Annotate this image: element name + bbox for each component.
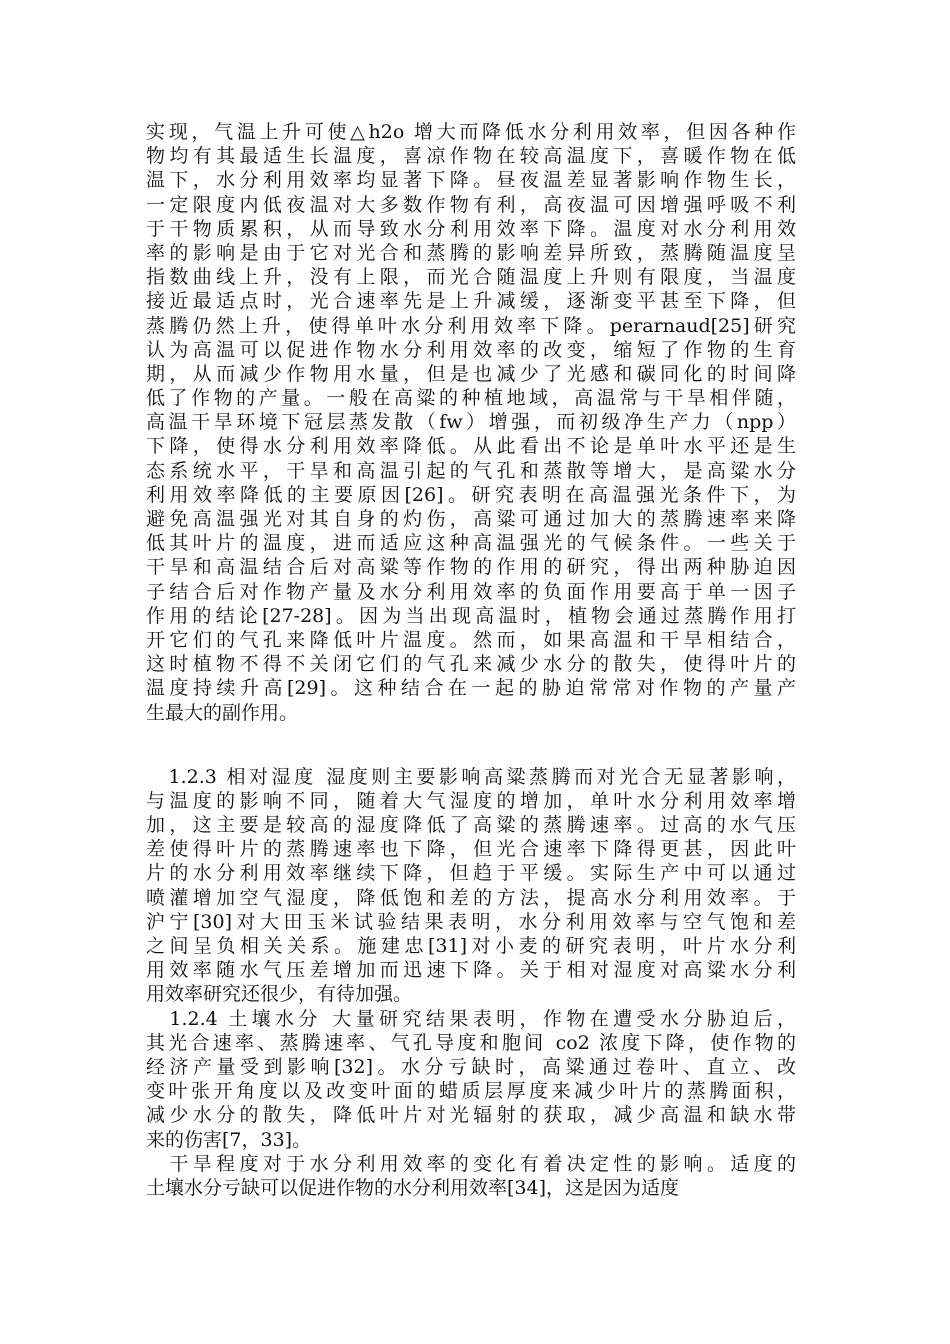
text-line: 子结合后对作物产量及水分利用效率的负面作用要高于单一因子 [146, 580, 796, 603]
text-line: 下降，使得水分利用效率降低。从此看出不论是单叶水平还是生 [146, 435, 796, 458]
text-line: 作用的结论[27-28]。因为当出现高温时，植物会通过蒸腾作用打 [146, 604, 796, 627]
text-line: 减少水分的散失，降低叶片对光辐射的获取，减少高温和缺水带 [146, 1104, 796, 1127]
text-line: 于干物质累积，从而导致水分利用效率下降。温度对水分利用效 [146, 217, 796, 240]
text-line: 加，这主要是较高的湿度降低了高粱的蒸腾速率。过高的水气压 [146, 814, 796, 837]
paragraph-drought-degree [146, 1152, 796, 1200]
text-line: 其光合速率、蒸腾速率、气孔导度和胞间 co2 浓度下降，使作物的 [146, 1031, 796, 1054]
text-line: 来的伤害[7，33]。 [146, 1128, 312, 1151]
text-line: 率的影响是由于它对光合和蒸腾的影响差异所致，蒸腾随温度呈 [146, 241, 796, 264]
text-line: 物均有其最适生长温度，喜凉作物在较高温度下，喜暖作物在低 [146, 145, 796, 168]
text-line: 干旱程度对于水分利用效率的变化有着决定性的影响。适度的 [146, 1152, 796, 1175]
text-line: 生最大的副作用。 [146, 701, 299, 724]
text-line: 经济产量受到影响[32]。水分亏缺时，高粱通过卷叶、直立、改 [146, 1055, 796, 1078]
text-line: 用效率研究还很少，有待加强。 [146, 983, 413, 1006]
text-line: 利用效率降低的主要原因[26]。研究表明在高温强光条件下，为 [146, 483, 796, 506]
text-line: 1.2.3 相对湿度 湿度则主要影响高粱蒸腾而对光合无显著影响， [146, 765, 796, 788]
paragraph-relative-humidity [146, 765, 796, 1007]
text-line: 与温度的影响不同，随着大气湿度的增加，单叶水分利用效率增 [146, 789, 796, 812]
text-line: 认为高温可以促进作物水分利用效率的改变，缩短了作物的生育 [146, 338, 796, 361]
text-line: 接近最适点时，光合速率先是上升减缓，逐渐变平甚至下降，但 [146, 290, 796, 313]
text-line: 1.2.4 土壤水分 大量研究结果表明，作物在遭受水分胁迫后， [146, 1007, 796, 1030]
text-line: 沪宁[30]对大田玉米试验结果表明，水分利用效率与空气饱和差 [146, 910, 796, 933]
paragraph-soil-water [146, 1007, 796, 1152]
text-line: 片的水分利用效率继续下降，但趋于平缓。实际生产中可以通过 [146, 862, 796, 885]
text-line: 期，从而减少作物用水量，但是也减少了光感和碳同化的时间降 [146, 362, 796, 385]
text-line: 开它们的气孔来降低叶片温度。然而，如果高温和干旱相结合， [146, 628, 796, 651]
text-line: 用效率随水气压差增加而迅速下降。关于相对湿度对高粱水分利 [146, 959, 796, 982]
document-page [146, 120, 796, 1200]
text-line: 干旱和高温结合后对高粱等作物的作用的研究，得出两种胁迫因 [146, 556, 796, 579]
text-line: 实现，气温上升可使△h2o 增大而降低水分利用效率，但因各种作 [146, 121, 796, 143]
text-line: 变叶张开角度以及改变叶面的蜡质层厚度来减少叶片的蒸腾面积， [146, 1080, 796, 1103]
text-line: 态系统水平，干旱和高温引起的气孔和蒸散等增大，是高粱水分 [146, 459, 796, 482]
text-line: 高温干旱环境下冠层蒸发散（fw）增强，而初级净生产力（npp） [146, 411, 796, 434]
text-line: 避免高温强光对其自身的灼伤，高粱可通过加大的蒸腾速率来降 [146, 508, 796, 530]
text-line: 低其叶片的温度，进而适应这种高温强光的气候条件。一些关于 [146, 532, 796, 555]
text-line: 喷灌增加空气湿度，降低饱和差的方法，提高水分利用效率。于 [146, 886, 796, 909]
text-line: 土壤水分亏缺可以促进作物的水分利用效率[34]，这是因为适度 [146, 1176, 680, 1199]
text-line: 之间呈负相关关系。施建忠[31]对小麦的研究表明，叶片水分利 [146, 935, 796, 957]
paragraph-temperature [146, 120, 796, 725]
text-line: 差使得叶片的蒸腾速率也下降，但光合速率下降得更甚，因此叶 [146, 838, 796, 861]
text-line: 温下，水分利用效率均显著下降。昼夜温差显著影响作物生长， [146, 169, 796, 192]
text-line: 这时植物不得不关闭它们的气孔来减少水分的散失，使得叶片的 [146, 653, 796, 676]
text-line: 蒸腾仍然上升，使得单叶水分利用效率下降。perarnaud[25]研究 [146, 314, 796, 337]
text-line: 一定限度内低夜温对大多数作物有利，高夜温可因增强呼吸不利 [146, 193, 796, 216]
text-line: 低了作物的产量。一般在高粱的种植地域，高温常与干旱相伴随， [146, 387, 796, 410]
paragraph-gap [146, 725, 796, 765]
text-line: 温度持续升高[29]。这种结合在一起的胁迫常常对作物的产量产 [146, 677, 796, 700]
text-line: 指数曲线上升，没有上限，而光合随温度上升则有限度，当温度 [146, 266, 796, 289]
